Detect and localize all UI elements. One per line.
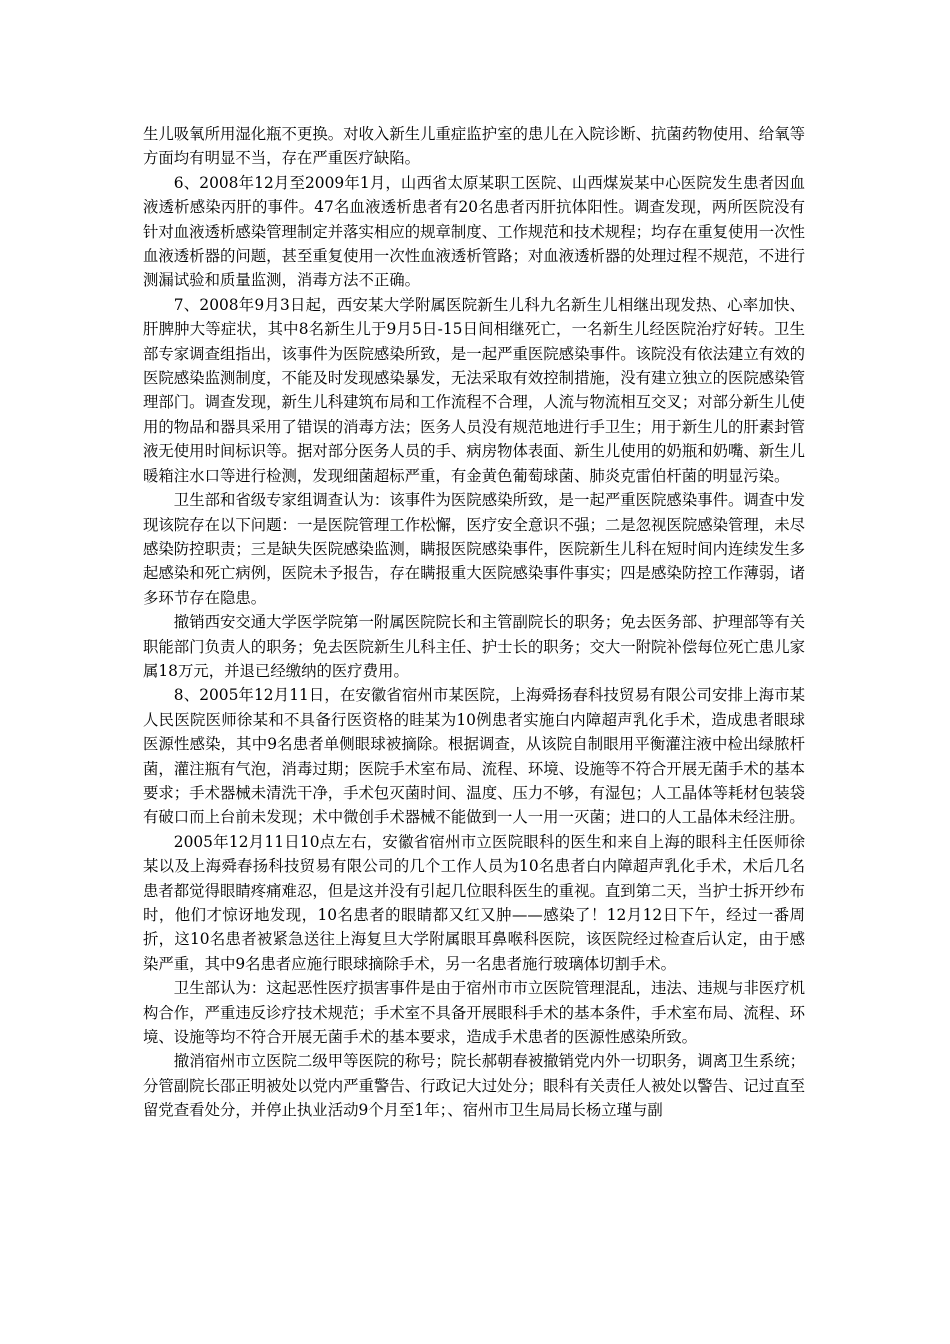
paragraph-case-7-penalties: 撤销西安交通大学医学院第一附属医院院长和主管副院长的职务；免去医务部、护理部等有关职能部门负责人的职务；免去医院新生儿科主任、护士长的职务；交大一附院补偿每位死亡患儿家属18万元，并退已经缴纳的医疗费用。 [143,613,805,680]
paragraph-case-8-findings: 卫生部认为：这起恶性医疗损害事件是由于宿州市市立医院管理混乱，违法、违规与非医疗机构合作，严重违反诊疗技术规范；手术室不具备开展眼科手术的基本条件，手术室布局、流程、环境、设施等均不符合开展无菌手术的基本要求，造成手术患者的医源性感染所致。 [143,979,805,1047]
paragraph-case-7: 7、2008年9月3日起，西安某大学附属医院新生儿科九名新生儿相继出现发热、心率加快、肝脾肿大等症状，其中8名新生儿于9月5日-15日间相继死亡，一名新生儿经医院治疗好转。卫生部专家调查组指出，该事件为医院感染所致，是一起严重医院感染事件。该院没有依法建立有效的医院感染监测制度，不能及时发现感染暴发，无法采取有效控制措施，没有建立独立的医院感染管理部门。调查发现，新生儿科建筑布局和工作流程不合理，人流与物流相互交叉；对部分新生儿使用的物品和器具采用了错误的消毒方法；医务人员没有规范地进行手卫生；用于新生儿的肝素封管液无使用时间标识等。据对部分医务人员的手、病房物体表面、新生儿使用的奶瓶和奶嘴、新生儿暖箱注水口等进行检测，发现细菌超标严重，有金黄色葡萄球菌、肺炎克雷伯杆菌的明显污染。 [143,295,805,485]
paragraph-case-6: 6、2008年12月至2009年1月，山西省太原某职工医院、山西煤炭某中心医院发生患者因血液透析感染丙肝的事件。47名血液透析患者有20名患者丙肝抗体阳性。调查发现，两所医院没有针对血液透析感染管理制定并落实相应的规章制度、工作规范和技术规程；均存在重复使用一次性血液透析器的问题，甚至重复使用一次性血液透析管路；对血液透析器的处理过程不规范，不进行测漏试验和质量监测，消毒方法不正确。 [143,173,805,290]
document-body [143,122,805,1123]
paragraph-case-8: 8、2005年12月11日，在安徽省宿州市某医院，上海舜扬春科技贸易有限公司安排上海市某人民医院医师徐某和不具备行医资格的眭某为10例患者实施白内障超声乳化手术，造成患者眼球医源性感染，其中9名患者单侧眼球被摘除。根据调查，从该院自制眼用平衡灌注液中检出绿脓杆菌，灌注瓶有气泡，消毒过期；医院手术室布局、流程、环境、设施等不符合开展无菌手术的基本要求；手术器械未清洗干净，手术包灭菌时间、温度、压力不够，有湿包；人工晶体等耗材包装袋有破口而上台前未发现；术中微创手术器械不能做到一人一用一灭菌；进口的人工晶体未经注册。 [143,686,805,827]
paragraph-case-7-findings: 卫生部和省级专家组调查认为：该事件为医院感染所致，是一起严重医院感染事件。调查中发现该院存在以下问题：一是医院管理工作松懈，医疗安全意识不强；二是忽视医院感染管理，未尽感染防控职责；三是缺失医院感染监测，瞒报医院感染事件，医院新生儿科在短时间内连续发生多起感染和死亡病例，医院未予报告，存在瞒报重大医院感染事件事实；四是感染防控工作薄弱，诸多环节存在隐患。 [143,491,805,607]
paragraph-case-8-penalties: 撤消宿州市立医院二级甲等医院的称号；院长郝朝春被撤销党内外一切职务，调离卫生系统；分管副院长邵正明被处以党内严重警告、行政记大过处分；眼科有关责任人被处以警告、记过直至留党查看处分，并停止执业活动9个月至1年；、宿州市卫生局局长杨立瑾与副 [143,1052,805,1120]
paragraph-continued: 生儿吸氧所用湿化瓶不更换。对收入新生儿重症监护室的患儿在入院诊断、抗菌药物使用、给氧等方面均有明显不当，存在严重医疗缺陷。 [143,125,805,168]
paragraph-case-8-details: 2005年12月11日10点左右，安徽省宿州市立医院眼科的医生和来自上海的眼科主任医师徐某以及上海舜春扬科技贸易有限公司的几个工作人员为10名患者白内障超声乳化手术，术后几名患者都觉得眼睛疼痛难忍，但是这并没有引起几位眼科医生的重视。直到第二天，当护士拆开纱布时，他们才惊讶地发现，10名患者的眼睛都又红又肿——感染了！12月12日下午，经过一番周折，这10名患者被紧急送往上海复旦大学附属眼耳鼻喉科医院，该医院经过检查后认定，由于感染严重，其中9名患者应施行眼球摘除手术，另一名患者施行玻璃体切割手术。 [143,832,805,973]
